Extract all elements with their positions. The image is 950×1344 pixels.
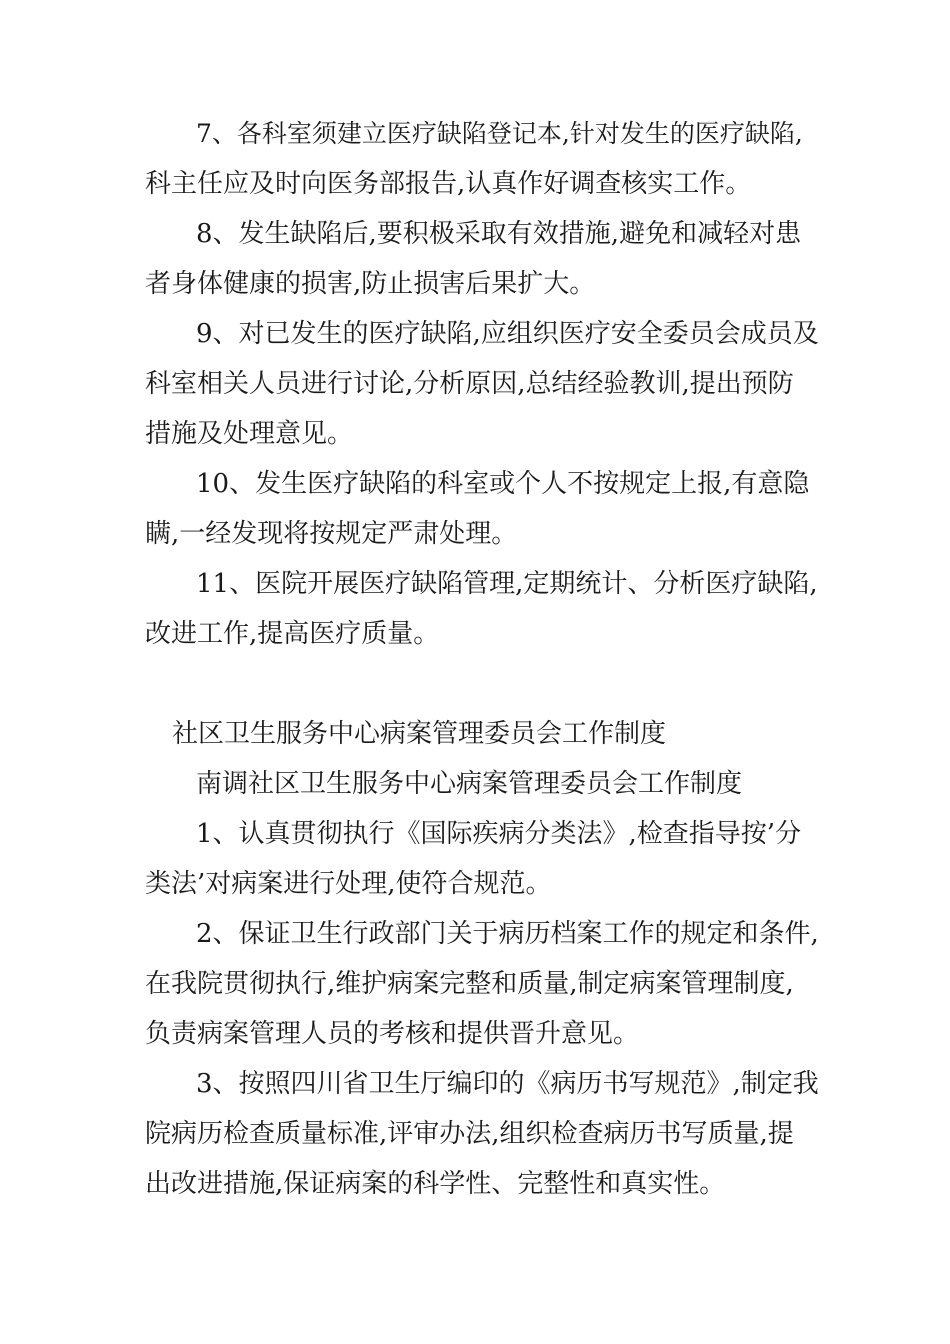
rule-2-line-2: 在我院贯彻执行,维护病案完整和质量,制定病案管理制度, <box>145 969 794 999</box>
item-10-line-2: 瞒,一经发现将按规定严肃处理。 <box>145 519 518 549</box>
item-11-line-2: 改进工作,提高医疗质量。 <box>145 619 440 649</box>
rule-3-line-3: 出改进措施,保证病案的科学性、完整性和真实性。 <box>145 1169 726 1199</box>
item-8-line-1: 8、发生缺陷后,要积极采取有效措施,避免和减轻对患 <box>196 219 802 249</box>
item-9-line-3: 措施及处理意见。 <box>145 419 354 449</box>
rule-3-line-1: 3、按照四川省卫生厅编印的《病历书写规范》,制定我 <box>196 1069 819 1099</box>
rule-2-line-1: 2、保证卫生行政部门关于病历档案工作的规定和条件, <box>196 919 819 949</box>
item-7-line-2: 科主任应及时向医务部报告,认真作好调查核实工作。 <box>145 169 752 199</box>
section-heading: 社区卫生服务中心病案管理委员会工作制度 <box>172 719 667 749</box>
item-9-line-1: 9、对已发生的医疗缺陷,应组织医疗安全委员会成员及 <box>196 319 819 349</box>
rule-1-line-2: 类法’对病案进行处理,使符合规范。 <box>145 869 552 899</box>
section-subheading: 南调社区卫生服务中心病案管理委员会工作制度 <box>196 769 743 799</box>
rule-1-line-1: 1、认真贯彻执行《国际疾病分类法》,检查指导按’分 <box>196 819 802 849</box>
item-8-line-2: 者身体健康的损害,防止损害后果扩大。 <box>145 269 596 299</box>
item-9-line-2: 科室相关人员进行讨论,分析原因,总结经验教训,提出预防 <box>145 369 794 399</box>
rule-3-line-2: 院病历检查质量标准,评审办法,组织检查病历书写质量,提 <box>145 1119 794 1149</box>
item-7-line-1: 7、各科室须建立医疗缺陷登记本,针对发生的医疗缺陷, <box>196 119 803 148</box>
item-11-line-1: 11、医院开展医疗缺陷管理,定期统计、分析医疗缺陷, <box>196 569 818 599</box>
rule-2-line-3: 负责病案管理人员的考核和提供晋升意见。 <box>145 1019 640 1049</box>
item-10-line-1: 10、发生医疗缺陷的科室或个人不按规定上报,有意隐 <box>196 469 810 499</box>
